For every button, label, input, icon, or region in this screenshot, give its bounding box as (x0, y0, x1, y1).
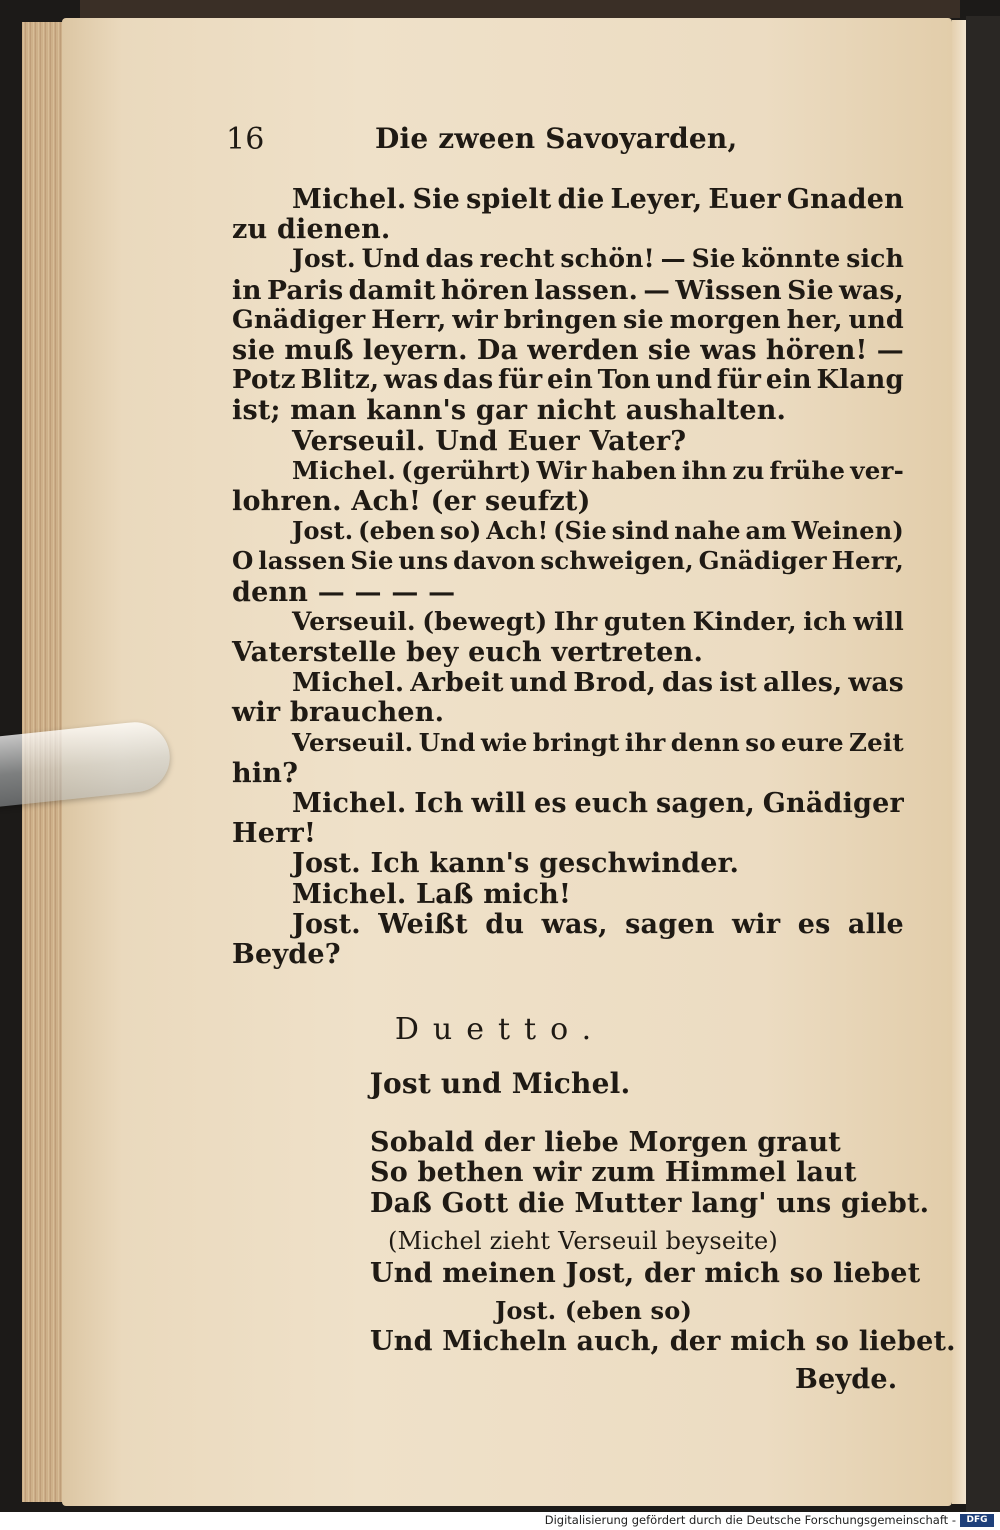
dialogue-word: Zeit (849, 728, 904, 757)
dialogue-word: Sie (412, 184, 461, 215)
dialogue-line (232, 335, 904, 369)
dialogue-word: Michel. (292, 456, 396, 485)
dfg-logo-icon: DFG (960, 1514, 994, 1527)
dialogue-word: morgen (669, 305, 781, 335)
dialogue-word: wir (731, 909, 781, 940)
dialogue-word: Gnaden (786, 184, 904, 215)
dialogue-word: zu (732, 456, 765, 485)
dialogue-word: könnte (741, 244, 841, 273)
dialogue-line (292, 607, 904, 641)
dialogue-word: muß (284, 335, 354, 366)
dialogue-line (232, 818, 904, 852)
dialogue-word: schweigen, (540, 546, 694, 575)
dialogue-word: für (716, 365, 762, 395)
dialogue-word: Und (418, 728, 476, 757)
dialogue-text: ist; man kann's gar nicht aushalten. (232, 395, 787, 426)
dialogue-word: Kinder, (692, 607, 797, 636)
page-right-edge (952, 20, 966, 1504)
dialogue-line (292, 456, 904, 490)
dialogue-text: Jost. Ich kann's geschwinder. (292, 848, 740, 879)
verse-line: Und Micheln auch, der mich so liebet. (370, 1326, 956, 1357)
dialogue-word: Sie (350, 546, 394, 575)
dialogue-word: will (471, 788, 527, 819)
dialogue-word: will (853, 607, 904, 636)
dialogue-word: Sie (691, 244, 736, 273)
dialogue-word: es (797, 909, 831, 940)
dialogue-word: Jost. (292, 244, 356, 273)
dialogue-word: die (557, 184, 605, 215)
dialogue-word: in (232, 275, 262, 306)
dialogue-word: Ihr (553, 607, 598, 636)
dialogue-word: frühe (769, 456, 846, 485)
dialogue-word: O (232, 546, 254, 575)
dialogue-word: sie (622, 305, 664, 335)
dialogue-word: ihn (681, 456, 728, 485)
dialogue-word: wir (452, 305, 498, 335)
dialogue-word: Euer (708, 184, 781, 215)
dialogue-word: Michel. (292, 788, 407, 819)
dialogue-word: nahe (674, 516, 741, 545)
dialogue-word: leyern. (362, 335, 468, 366)
dialogue-word: Ach! (486, 516, 549, 545)
dialogue-word: (eben (358, 516, 436, 545)
dialogue-word: ein (765, 365, 812, 395)
dialogue-word: was, (839, 275, 904, 306)
dialogue-line (232, 758, 904, 792)
dialogue-line (232, 214, 904, 248)
dialogue-word: davon (453, 546, 536, 575)
dialogue-word: was (700, 335, 757, 366)
page-number: 16 (226, 122, 265, 157)
digitization-footer (0, 1512, 1000, 1530)
dialogue-word: wie (480, 728, 528, 757)
dialogue-line (292, 667, 904, 701)
dialogue-word: Ich (414, 788, 464, 819)
dialogue-line (292, 788, 904, 822)
dialogue-word: guten (603, 607, 687, 636)
dialogue-word: Michel. (292, 667, 405, 698)
dialogue-word: was, (541, 909, 608, 940)
dialogue-word: her, (786, 305, 843, 335)
dialogue-line (232, 697, 904, 731)
dialogue-word: ich (803, 607, 847, 636)
dialogue-line (292, 909, 904, 943)
dialogue-word: (Sie (553, 516, 607, 545)
dialogue-word: recht (479, 244, 555, 273)
dialogue-word: Weinen) (791, 516, 904, 545)
dialogue-line (232, 577, 904, 611)
scan-top-edge (80, 0, 960, 18)
dialogue-line (232, 395, 904, 429)
dialogue-line (292, 848, 904, 882)
duet-singers: Jost und Michel. (369, 1067, 631, 1100)
dialogue-text: Michel. Laß mich! (292, 879, 571, 910)
dialogue-line (292, 184, 904, 218)
scan-right-border (966, 16, 1000, 1512)
dialogue-line (232, 637, 904, 671)
dialogue-word: so (745, 728, 776, 757)
dialogue-word: am (745, 516, 787, 545)
dialogue-word: sich (846, 244, 904, 273)
dialogue-word: das (425, 244, 474, 273)
dialogue-word: sie (232, 335, 276, 366)
dialogue-word: Brod, (573, 667, 657, 698)
dialogue-word: lassen (258, 546, 346, 575)
dialogue-text: zu dienen. (232, 214, 391, 245)
dialogue-word: Da (476, 335, 519, 366)
dialogue-word: Wir (536, 456, 587, 485)
dialogue-line (292, 426, 904, 460)
verse-line: Und meinen Jost, der mich so liebet (370, 1258, 921, 1289)
dialogue-word: alle (847, 909, 904, 940)
dialogue-word: Gnädiger (762, 788, 904, 819)
dialogue-word: Leyer, (610, 184, 703, 215)
dialogue-word: lassen. (534, 275, 639, 306)
dialogue-text: lohren. Ach! (er seufzt) (232, 486, 591, 517)
speaker-cue: Jost. (eben so) (495, 1296, 693, 1325)
dialogue-word: sagen, (655, 788, 755, 819)
dialogue-word: du (485, 909, 525, 940)
dialogue-word: schön! (560, 244, 655, 273)
dialogue-word: sie (647, 335, 692, 366)
dialogue-text: wir brauchen. (232, 697, 445, 728)
dialogue-word: — (643, 275, 671, 306)
verse-line: Daß Gott die Mutter lang' uns giebt. (370, 1188, 930, 1219)
dialogue-word: das (443, 365, 494, 395)
stage-direction: (Michel zieht Verseuil beyseite) (388, 1227, 778, 1255)
dialogue-line (232, 546, 904, 580)
verse-line: So bethen wir zum Himmel laut (370, 1157, 857, 1188)
dialogue-word: bringt (532, 728, 620, 757)
dialogue-word: Verseuil. (292, 728, 414, 757)
dialogue-word: haben (591, 456, 677, 485)
dialogue-word: Und (361, 244, 420, 273)
dialogue-word: Jost. (292, 516, 354, 545)
verse-line: Sobald der liebe Morgen graut (370, 1127, 841, 1158)
dialogue-word: Weißt (378, 909, 468, 940)
dialogue-text: hin? (232, 758, 299, 789)
dialogue-word: es (533, 788, 567, 819)
dialogue-word: Blitz, (300, 365, 380, 395)
dialogue-word: ein (547, 365, 593, 395)
dialogue-word: für (497, 365, 543, 395)
dialogue-word: was (848, 667, 904, 698)
dialogue-word: uns (398, 546, 449, 575)
dialogue-line (232, 305, 904, 339)
dialogue-line (292, 728, 904, 762)
dialogue-word: damit (348, 275, 436, 306)
dialogue-line (232, 939, 904, 973)
dialogue-word: Potz (232, 365, 296, 395)
dialogue-text: Verseuil. Und Euer Vater? (292, 426, 687, 457)
dialogue-word: Gnädiger (232, 305, 366, 335)
dialogue-word: Jost. (292, 909, 361, 940)
dialogue-word: sind (611, 516, 670, 545)
catchword: Beyde. (795, 1364, 898, 1395)
dialogue-word: (bewegt) (422, 607, 548, 636)
dialogue-word: — (660, 244, 686, 273)
dialogue-text: denn — — — — (232, 577, 456, 608)
dialogue-word: Paris (267, 275, 344, 306)
dialogue-text: Vaterstelle bey euch vertreten. (232, 637, 704, 668)
running-head: Die zween Savoyarden, (375, 122, 738, 155)
dialogue-word: Wissen (675, 275, 782, 306)
dialogue-word: eure (781, 728, 844, 757)
dialogue-word: — (876, 335, 904, 366)
dialogue-word: hören! (765, 335, 868, 366)
dialogue-word: alles, (762, 667, 843, 698)
dialogue-word: Ton (597, 365, 651, 395)
dialogue-line (232, 365, 904, 399)
dialogue-word: Sie (787, 275, 834, 306)
dialogue-word: ver- (850, 456, 904, 485)
dialogue-word: Herr, (371, 305, 447, 335)
dialogue-text: Beyde? (232, 939, 341, 970)
dialogue-word: Klang (816, 365, 904, 395)
dialogue-word: Herr, (831, 546, 904, 575)
dialogue-word: ist (719, 667, 757, 698)
dialogue-word: werden (527, 335, 639, 366)
footer-credit: Digitalisierung gefördert durch die Deutsche Forschungsgemeinschaft - (544, 1513, 956, 1527)
dialogue-line (292, 516, 904, 550)
dialogue-word: ihr (624, 728, 666, 757)
dialogue-line (292, 244, 904, 278)
dialogue-word: Verseuil. (292, 607, 416, 636)
dialogue-word: und (509, 667, 568, 698)
dialogue-word: hören (440, 275, 529, 306)
dialogue-word: und (848, 305, 904, 335)
dialogue-word: Michel. (292, 184, 407, 215)
dialogue-line (232, 275, 904, 309)
dialogue-text: Herr! (232, 818, 316, 849)
dialogue-word: sagen (625, 909, 715, 940)
duet-title: Duetto. (394, 1012, 606, 1047)
dialogue-line (292, 879, 904, 913)
dialogue-word: denn (670, 728, 740, 757)
dialogue-word: bringen (503, 305, 618, 335)
dialogue-word: euch (574, 788, 649, 819)
dialogue-word: spielt (466, 184, 552, 215)
dialogue-word: Gnädiger (698, 546, 827, 575)
dialogue-word: Arbeit (410, 667, 504, 698)
dialogue-word: was (383, 365, 439, 395)
dialogue-word: so) (440, 516, 482, 545)
dialogue-word: und (655, 365, 713, 395)
dialogue-word: (gerührt) (401, 456, 532, 485)
dialogue-word: das (662, 667, 714, 698)
dialogue-line (232, 486, 904, 520)
